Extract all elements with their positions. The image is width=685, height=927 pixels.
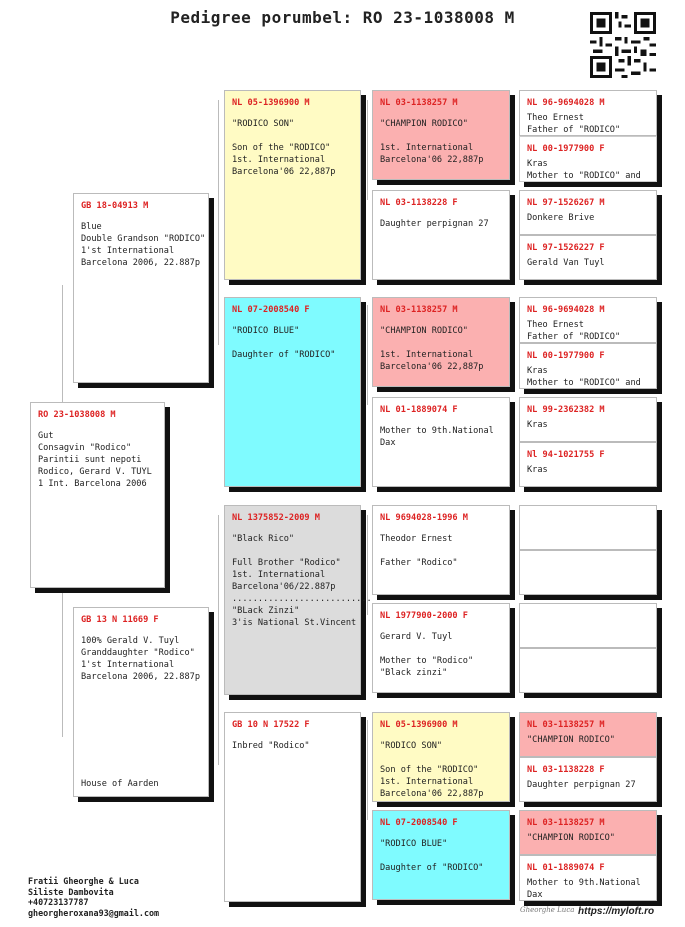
- card-line: Barcelona'06 22,887p: [380, 155, 484, 165]
- pedigree-card-gen5-empty[interactable]: [519, 505, 657, 550]
- ring-number: NL 03-1138257 M: [380, 98, 458, 108]
- card-line: Kras: [527, 465, 548, 475]
- card-name: "RODICO BLUE": [380, 839, 448, 849]
- owner-phone[interactable]: +40723137787: [28, 897, 89, 907]
- ring-number: NL 00-1977900 F: [527, 351, 605, 361]
- card-line: 100% Gerald V. Tuyl: [81, 636, 180, 646]
- owner-email[interactable]: gheorgheroxana93@gmail.com: [28, 907, 160, 918]
- card-line: Father of "RODICO": [527, 332, 621, 342]
- ring-number: NL 03-1138228 F: [527, 765, 605, 775]
- card-line: Son of the "RODICO": [380, 765, 479, 775]
- dotted-separator: ...........................: [232, 594, 372, 604]
- connector: [218, 100, 219, 345]
- ring-number: GB 10 N 17522 F: [232, 720, 310, 730]
- ring-number: NL 97-1526227 F: [527, 243, 605, 253]
- pedigree-card-gen4-2[interactable]: [372, 190, 510, 280]
- card-line: Barcelona'06 22,887p: [380, 789, 484, 799]
- pedigree-card-gen5-2[interactable]: [519, 136, 657, 182]
- pedigree-card-gen4-1[interactable]: [372, 90, 510, 180]
- pedigree-card-gen5-1[interactable]: [519, 90, 657, 136]
- card-line: Mother to 9th.National: [527, 878, 641, 888]
- connector: [367, 100, 368, 200]
- ring-number: NL 96-9694028 M: [527, 305, 605, 315]
- pedigree-card-gen5-14[interactable]: [519, 757, 657, 802]
- pedigree-card-gen4-5[interactable]: [372, 505, 510, 595]
- card-line: 1'st International: [81, 660, 175, 670]
- card-line: Mother to "RODICO" and: [527, 171, 641, 181]
- card-line: Barcelona 2006, 22.887p: [81, 258, 200, 268]
- card-name: Gerard V. Tuyl: [380, 632, 453, 642]
- ring-number: NL 07-2008540 F: [232, 305, 310, 315]
- ring-number: NL 05-1396900 M: [380, 720, 458, 730]
- ring-number: NL 99-2362382 M: [527, 405, 605, 415]
- card-line: Theo Ernest: [527, 113, 584, 123]
- card-line: Granddaughter "Rodico": [81, 648, 195, 658]
- ring-number: NL 01-1889074 F: [380, 405, 458, 415]
- card-line: Dax: [527, 890, 543, 900]
- card-line: 1 Int. Barcelona 2006: [38, 479, 147, 489]
- card-line: Gut: [38, 431, 54, 441]
- card-line: Father "Rodico": [380, 558, 458, 568]
- card-footer: House of Aarden: [81, 779, 159, 789]
- card-line: Barcelona'06/22.887p: [232, 582, 336, 592]
- pedigree-card-gen3-1[interactable]: [224, 90, 361, 280]
- card-name: "Black Rico": [232, 534, 295, 544]
- card-line: Kras: [527, 159, 548, 169]
- ring-number: NL 1375852-2009 M: [232, 513, 320, 523]
- card-line: Full Brother "Rodico": [232, 558, 341, 568]
- card-line: Daughter perpignan 27: [527, 780, 636, 790]
- card-line: "BLack Zinzi": [232, 606, 300, 616]
- qr-code-icon: [590, 12, 656, 78]
- card-line: 1st. International: [380, 777, 474, 787]
- card-line: Kras: [527, 420, 548, 430]
- ring-number: NL 05-1396900 M: [232, 98, 310, 108]
- ring-number: NL 00-1977900 F: [527, 144, 605, 154]
- ring-number: RO 23-1038008 M: [38, 410, 116, 420]
- card-line: Theo Ernest: [527, 320, 584, 330]
- card-name: Inbred "Rodico": [232, 741, 310, 751]
- pedigree-card-gen5-15[interactable]: [519, 810, 657, 855]
- connector: [62, 587, 63, 737]
- pedigree-card-gen5-16[interactable]: [519, 855, 657, 901]
- card-line: Parintii sunt nepoti: [38, 455, 142, 465]
- card-line: 1'st International: [81, 246, 175, 256]
- pedigree-card-gen3-3[interactable]: [224, 505, 372, 695]
- ring-number: GB 18-04913 M: [81, 201, 149, 211]
- card-line: Dax: [380, 438, 396, 448]
- ring-number: Nl 94-1021755 F: [527, 450, 605, 460]
- card-name: "RODICO SON": [380, 741, 443, 751]
- pedigree-card-gen5-3[interactable]: [519, 190, 657, 235]
- signature: Gheorghe Luca: [520, 906, 575, 914]
- card-line: Rodico, Gerard V. TUYL: [38, 467, 152, 477]
- connector: [62, 285, 63, 405]
- card-line: 1st. International: [380, 143, 474, 153]
- card-name: Theodor Ernest: [380, 534, 453, 544]
- card-name: "RODICO BLUE": [232, 326, 300, 336]
- ring-number: NL 07-2008540 F: [380, 818, 458, 828]
- card-line: Father of "RODICO": [527, 125, 621, 135]
- card-line: Gerald Van Tuyl: [527, 258, 605, 268]
- card-line: Kras: [527, 366, 548, 376]
- owner-location: Siliste Dambovita: [28, 886, 114, 897]
- card-line: 3'is National St.Vincent: [232, 618, 357, 628]
- connector: [367, 720, 368, 820]
- ring-number: NL 03-1138257 M: [527, 720, 605, 730]
- card-line: Blue: [81, 222, 102, 232]
- page-title: Pedigree porumbel: RO 23-1038008 M: [170, 8, 515, 27]
- pedigree-card-gen3-4[interactable]: [224, 712, 361, 902]
- pedigree-card-gen5-8[interactable]: [519, 442, 657, 487]
- pedigree-card-gen5-empty[interactable]: [519, 603, 657, 648]
- card-line: Consagvin "Rodico": [38, 443, 132, 453]
- card-line: Double Grandson "RODICO": [81, 234, 206, 244]
- card-line: "CHAMPION RODICO": [527, 833, 615, 843]
- owner-info: [28, 876, 159, 918]
- pedigree-card-gen3-2[interactable]: [224, 297, 361, 487]
- card-name: "CHAMPION RODICO": [380, 326, 468, 336]
- pedigree-card-gen5-empty[interactable]: [519, 648, 657, 693]
- card-line: 1st. International: [232, 570, 326, 580]
- card-line: Barcelona'06 22,887p: [232, 167, 336, 177]
- ring-number: NL 03-1138257 M: [527, 818, 605, 828]
- card-line: "Black zinzi": [380, 668, 448, 678]
- pedigree-card-gen4-6[interactable]: [372, 603, 510, 693]
- pedigree-card-gen4-3[interactable]: [372, 297, 510, 387]
- card-name: "CHAMPION RODICO": [380, 119, 468, 129]
- card-line: 1st. International: [232, 155, 326, 165]
- pedigree-card-gen4-8[interactable]: [372, 810, 510, 900]
- pedigree-card-gen4-4[interactable]: [372, 397, 510, 487]
- card-line: Daughter of "RODICO": [232, 350, 336, 360]
- ring-number: GB 13 N 11669 F: [81, 615, 159, 625]
- ring-number: NL 01-1889074 F: [527, 863, 605, 873]
- connector: [367, 305, 368, 405]
- pedigree-card-gen5-empty[interactable]: [519, 550, 657, 595]
- ring-number: NL 03-1138228 F: [380, 198, 458, 208]
- ring-number: NL 1977900-2000 F: [380, 611, 468, 621]
- pedigree-card-gen5-5[interactable]: [519, 297, 657, 343]
- card-name: "RODICO SON": [232, 119, 295, 129]
- card-line: Mother to "RODICO" and: [527, 378, 641, 388]
- card-name: Daughter perpignan 27: [380, 219, 489, 229]
- card-line: Son of the "RODICO": [232, 143, 331, 153]
- connector: [218, 515, 219, 765]
- pedigree-card-gen5-6[interactable]: [519, 343, 657, 389]
- ring-number: NL 03-1138257 M: [380, 305, 458, 315]
- pedigree-card-dam[interactable]: [73, 607, 209, 797]
- card-line: Barcelona'06 22,887p: [380, 362, 484, 372]
- card-line: Mother to "Rodico": [380, 656, 474, 666]
- card-name: Mother to 9th.National: [380, 426, 494, 436]
- pedigree-card-sire[interactable]: [73, 193, 209, 383]
- card-line: "CHAMPION RODICO": [527, 735, 615, 745]
- card-line: Donkere Brive: [527, 213, 595, 223]
- pedigree-card-gen5-4[interactable]: [519, 235, 657, 280]
- pedigree-card-gen5-13[interactable]: [519, 712, 657, 757]
- owner-name: Fratii Gheorghe & Luca: [28, 876, 139, 886]
- card-line: Daughter of "RODICO": [380, 863, 484, 873]
- pedigree-card-gen4-7[interactable]: [372, 712, 510, 802]
- card-line: Barcelona 2006, 22.887p: [81, 672, 200, 682]
- ring-number: NL 97-1526267 M: [527, 198, 605, 208]
- card-line: 1st. International: [380, 350, 474, 360]
- ring-number: NL 96-9694028 M: [527, 98, 605, 108]
- ring-number: NL 9694028-1996 M: [380, 513, 468, 523]
- website-link[interactable]: https://myloft.ro: [578, 906, 655, 917]
- pedigree-card-subject[interactable]: [30, 402, 165, 588]
- pedigree-card-gen5-7[interactable]: [519, 397, 657, 442]
